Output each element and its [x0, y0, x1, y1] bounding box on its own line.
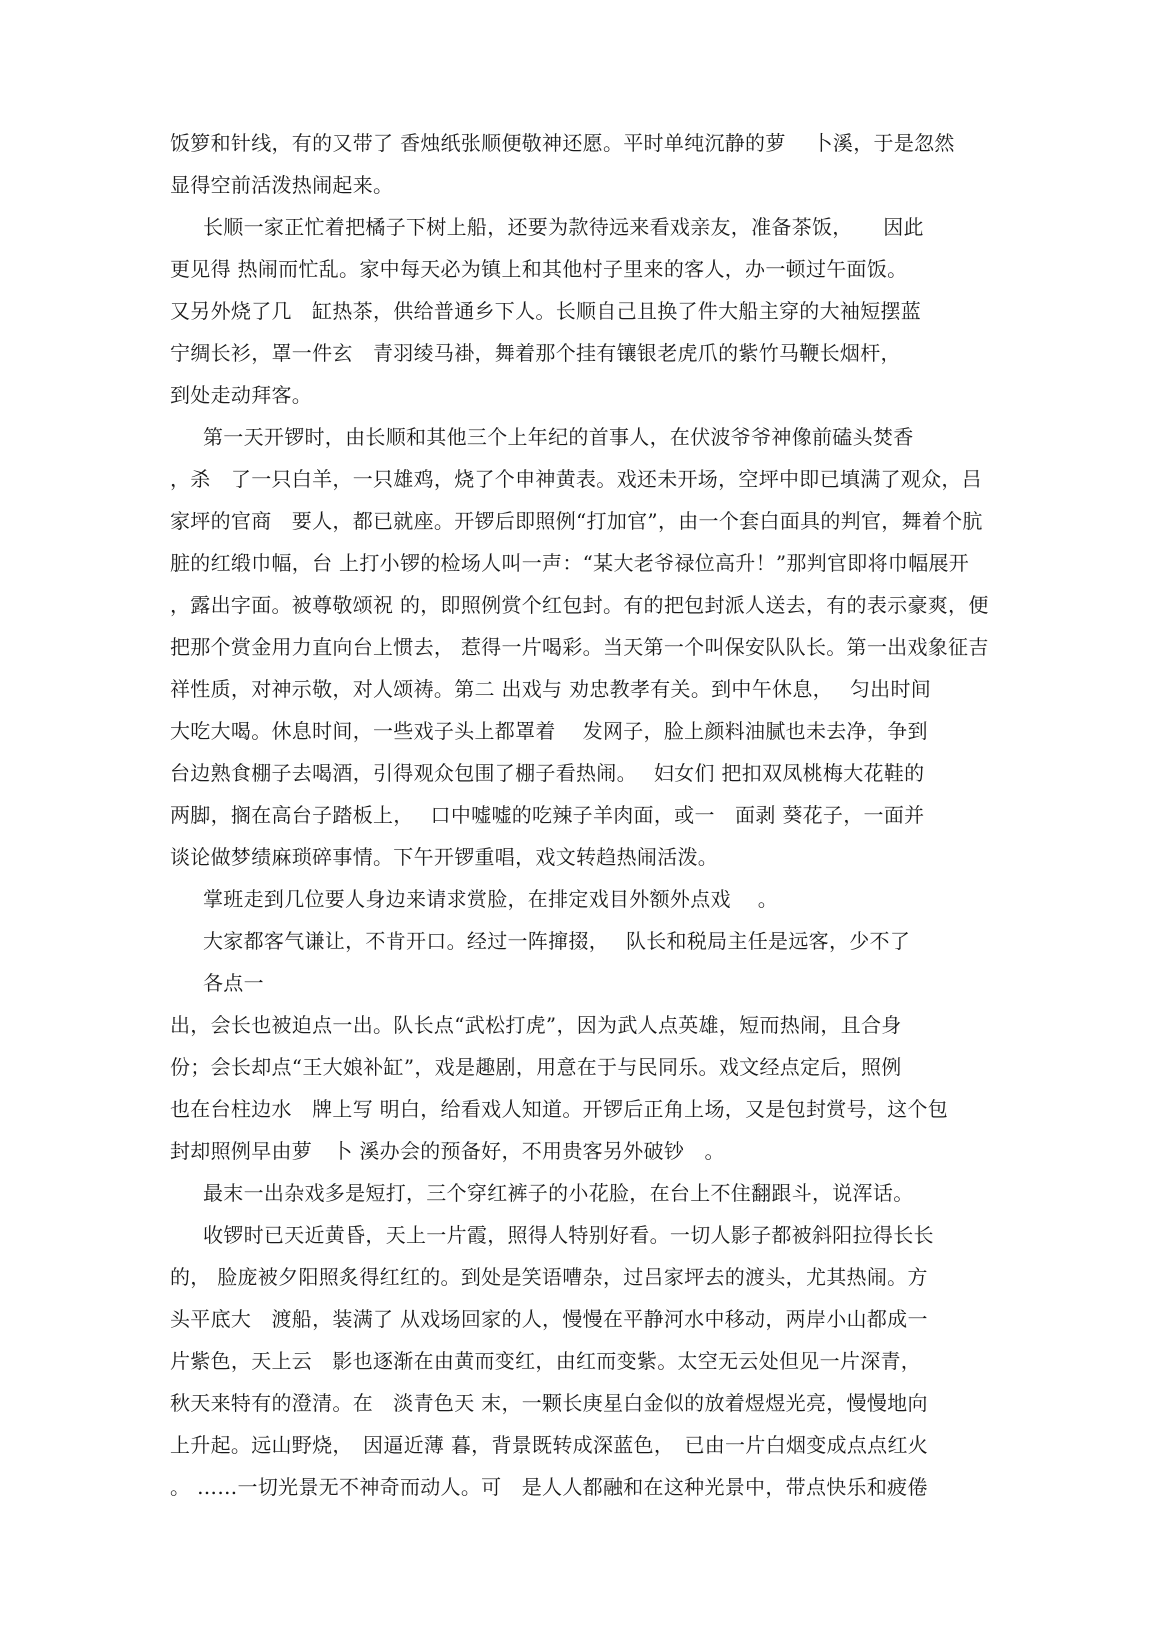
paragraph-line: 大家都客气谦让，不肯开口。经过一阵撺掇， 队长和税局主任是远客，少不了 [203, 929, 911, 953]
paragraph-line: 掌班走到几位要人身边来请求赏脸，在排定戏目外额外点戏 。 [203, 887, 779, 911]
paragraph-line: 脏的红缎巾幅，台 上打小锣的检场人叫一声：“某大老爷禄位高升！”那判官即将巾幅展开 [170, 551, 970, 575]
paragraph-line: 大吃大喝。休息时间，一些戏子头上都罩着 发网子，脸上颜料油腻也未去净，争到 [170, 719, 928, 743]
paragraph-line: 家坪的官商 要人，都已就座。开锣后即照例“打加官”，由一个套白面具的判官，舞着个肮 [170, 509, 983, 533]
paragraph-line: 片紫色，天上云 影也逐渐在由黄而变红，由红而变紫。太空无云处但见一片深青， [170, 1349, 922, 1373]
paragraph-line: 。 ……一切光景无不神奇而动人。可 是人人都融和在这种光景中，带点快乐和疲倦 [170, 1475, 928, 1499]
paragraph-line: 最末一出杂戏多是短打，三个穿红裤子的小花脸，在台上不住翻跟斗，说浑话。 [203, 1181, 914, 1205]
paragraph-line: 把那个赏金用力直向台上惯去， 惹得一片喝彩。当天第一个叫保安队队长。第一出戏象征吉 [170, 635, 989, 659]
paragraph-line: 也在台柱边水 牌上写 明白，给看戏人知道。开锣后正角上场，又是包封赏号，这个包 [170, 1097, 949, 1121]
paragraph-line: 上升起。远山野烧， 因逼近薄 暮，背景既转成深蓝色， 已由一片白烟变成点点红火 [170, 1433, 929, 1457]
paragraph-line: 出，会长也被迫点一出。队长点“武松打虎”，因为武人点英雄，短而热闹，且合身 [170, 1013, 902, 1037]
paragraph-line: 两脚，搁在高台子踏板上， 口中嘘嘘的吃辣子羊肉面，或一 面剥 葵花子，一面并 [170, 803, 925, 827]
paragraph-line: 第一天开锣时，由长顺和其他三个上年纪的首事人，在伏波爷爷神像前磕头焚香 [203, 425, 914, 449]
paragraph-line: 饭箩和针线，有的又带了 香烛纸张顺便敬神还愿。平时单纯沉静的萝 卜溪，于是忽然 [170, 131, 955, 155]
paragraph-line: 长顺一家正忙着把橘子下树上船，还要为款待远来看戏亲友，准备茶饭， 因此 [203, 215, 924, 239]
paragraph-line: 台边熟食棚子去喝酒，引得观众包围了棚子看热闹。 妇女们 把扣双凤桃梅大花鞋的 [170, 761, 925, 785]
paragraph-line: 头平底大 渡船，装满了 从戏场回家的人，慢慢在平静河水中移动，两岸小山都成一 [170, 1307, 928, 1331]
paragraph-line: 又另外烧了几 缸热茶，供给普通乡下人。长顺自己且换了件大船主穿的大袖短摆蓝 [170, 299, 922, 323]
paragraph-line: 宁绸长衫，罩一件玄 青羽绫马褂，舞着那个挂有镶银老虎爪的紫竹马鞭长烟杆， [170, 341, 901, 365]
paragraph-line: 收锣时已天近黄昏，天上一片霞，照得人特别好看。一切人影子都被斜阳拉得长长 [203, 1223, 934, 1247]
paragraph-line: 显得空前活泼热闹起来。 [170, 173, 394, 197]
paragraph-line: ，露出字面。被尊敬颂祝 的，即照例赏个红包封。有的把包封派人送去，有的表示豪爽，便 [170, 593, 989, 617]
paragraph-line: 秋天来特有的澄清。在 淡青色天 末，一颗长庚星白金似的放着煜煜光亮，慢慢地向 [170, 1391, 928, 1415]
paragraph-line: 份；会长却点“王大娘补缸”，戏是趣剧，用意在于与民同乐。戏文经点定后，照例 [170, 1055, 902, 1079]
paragraph-line: 各点一 [203, 971, 264, 995]
paragraph-line: 到处走动拜客。 [170, 383, 313, 407]
paragraph-line: 的， 脸庞被夕阳照炙得红红的。到处是笑语嘈杂，过吕家坪去的渡头，尤其热闹。方 [170, 1265, 928, 1289]
paragraph-line: 封却照例早由萝 卜 溪办会的预备好，不用贵客另外破钞 。 [170, 1139, 725, 1163]
paragraph-line: 祥性质，对神示敬，对人颂祷。第二 出戏与 劝忠教孝有关。到中午休息， 匀出时间 [170, 677, 932, 701]
paragraph-line: ，杀 了一只白羊，一只雄鸡，烧了个申神黄表。戏还未开场，空坪中即已填满了观众，吕 [170, 467, 982, 491]
paragraph-line: 谈论做梦绩麻琐碎事情。下午开锣重唱，戏文转趋热闹活泼。 [170, 845, 719, 869]
paragraph-line: 更见得 热闹而忙乱。家中每天必为镇上和其他村子里来的客人，办一顿过午面饭。 [170, 257, 908, 281]
